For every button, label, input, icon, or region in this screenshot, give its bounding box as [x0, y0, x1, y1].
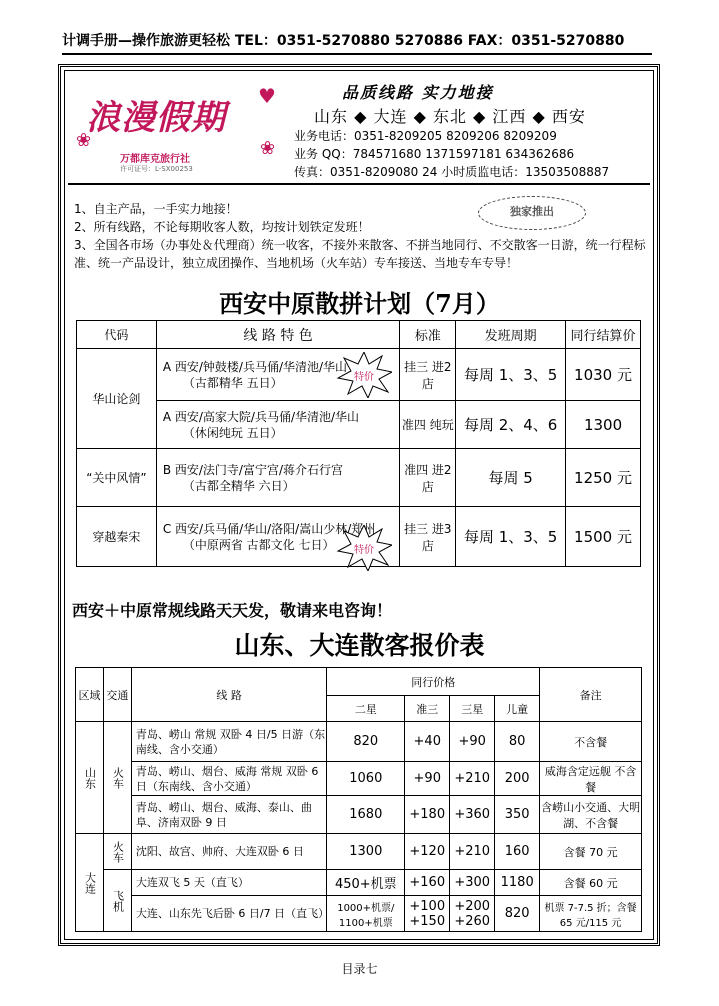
exclusive-badge: 独家推出 — [478, 196, 586, 230]
col-header: 线 路 特 色 — [156, 321, 400, 349]
col-header: 三星 — [450, 696, 495, 722]
region-cell: 山东 — [76, 722, 104, 834]
contact-phone: 业务电话：0351-8209205 8209206 8209209 — [294, 129, 557, 143]
standard: 准四 纯玩 — [400, 401, 456, 449]
table-row: 大连 火车 沈阳、故宫、帅府、大连双卧 6 日 1300 +120 +210 160 含餐 70 元 — [76, 834, 642, 870]
standard: 挂三 进3店 — [400, 507, 456, 567]
page-footer: 目录七 — [341, 962, 378, 976]
table-row: 大连、山东先飞后卧 6 日/7 日（直飞） 1000+机票/ 1100+机票 +100 +150 +200 +260 820 机票 7-7.5 折；含餐 65 元/115 元 — [76, 896, 642, 932]
logo-title: 浪漫假期 — [86, 98, 226, 138]
route-code: 穿越秦宋 — [77, 507, 157, 567]
col-header: 标准 — [400, 321, 456, 349]
col-header: 线 路 — [131, 668, 326, 722]
contact-fax: 传真：0351-8209080 24 小时质监电话：13503508887 — [294, 165, 610, 179]
transport-cell: 火车 — [103, 834, 131, 870]
col-header: 同行结算价 — [566, 321, 641, 349]
regions: 山东 ◆ 大连 ◆ 东北 ◆ 江西 ◆ 西安 — [314, 107, 586, 126]
shandong-title: 山东、大连散客报价表 — [234, 631, 485, 660]
price: 1250 元 — [566, 449, 641, 507]
heart-icon: ♥ — [258, 84, 276, 108]
license-number: 许可证号：L-SX00253 — [120, 165, 193, 173]
col-header: 儿童 — [495, 696, 540, 722]
region-cell: 大连 — [76, 834, 104, 932]
route-cell: A 西安/钟鼓楼/兵马俑/华清池/华山 （古都精华 五日） — [156, 349, 400, 401]
table-row: 山东 火车 青岛、崂山 常规 双卧 4 日/5 日游（东南线、含小交通） 820 +40 +90 80 不含餐 — [76, 722, 642, 762]
col-header: 同行价格 — [327, 668, 540, 696]
xian-title: 西安中原散拼计划（7月） — [219, 289, 500, 318]
bullet-item: 1、自主产品，一手实力地接！ — [74, 202, 238, 216]
standard: 准四 进2店 — [400, 449, 456, 507]
divider — [68, 183, 650, 185]
top-header: 计调手册—操作旅游更轻松 TEL：0351-5270880 5270886 FAX：0351-5270880 — [62, 30, 652, 52]
route-cell: B 西安/法门寺/富宁宫/蒋介石行宫 （古都全精华 六日） — [156, 449, 400, 507]
price: 1030 元 — [566, 349, 641, 401]
table-row: 飞机 大连双飞 5 天（直飞） 450+机票 +160 +300 1180 含餐 60 元 — [76, 870, 642, 896]
table-row: 青岛、崂山、烟台、威海、泰山、曲阜、济南双卧 9 日 1680 +180 +360 350 含崂山小交通、大明湖、不含餐 — [76, 796, 642, 834]
swirl-icon: ❀ — [260, 138, 276, 159]
col-header: 备注 — [540, 668, 642, 722]
route-code: “关中风情” — [77, 449, 157, 507]
period: 每周 1、3、5 — [456, 507, 566, 567]
period: 每周 2、4、6 — [456, 401, 566, 449]
bullet-item: 3、全国各市场（办事处＆代理商）统一收客，不接外来散客、不拼当地同行、不交散客一日游，统一行程标准、统一产品设计，独立成团操作、当地机场（火车站）专车接送、当地专车专导！ — [74, 238, 646, 270]
col-header: 二星 — [327, 696, 405, 722]
col-header: 交通 — [103, 668, 131, 722]
col-header: 准三 — [405, 696, 450, 722]
transport-cell: 飞机 — [103, 870, 131, 932]
contact-qq: 业务 QQ：784571680 1371597181 634362686 — [294, 147, 575, 161]
special-price-badge: 特价 — [336, 525, 392, 571]
slogan: 品质线路 实力地接 — [342, 83, 494, 102]
route-code: 华山论剑 — [77, 349, 157, 449]
price: 1300 — [566, 401, 641, 449]
bullet-item: 2、所有线路，不论每期收客人数，均按计划铁定发班！ — [74, 220, 370, 234]
period: 每周 5 — [456, 449, 566, 507]
col-header: 区域 — [76, 668, 104, 722]
shandong-dalian-table — [75, 667, 642, 932]
period: 每周 1、3、5 — [456, 349, 566, 401]
price: 1500 元 — [566, 507, 641, 567]
notice: 西安＋中原常规线路天天发，敬请来电咨询！ — [72, 601, 393, 620]
company-name: 万都库克旅行社 — [120, 154, 190, 165]
standard: 挂三 进2店 — [400, 349, 456, 401]
transport-cell: 火车 — [103, 722, 131, 834]
col-header: 代码 — [77, 321, 157, 349]
route-cell: A 西安/高家大院/兵马俑/华清池/华山 （休闲纯玩 五日） — [156, 401, 400, 449]
table-row: 青岛、崂山、烟台、威海 常规 双卧 6 日（东南线、含小交通） 1060 +90 +210 200 威海含定远舰 不含餐 — [76, 762, 642, 796]
route-cell: C 西安/兵马俑/华山/洛阳/嵩山少林/郑州 （中原两省 古都文化 七日） — [156, 507, 400, 567]
brand-logo — [72, 78, 282, 182]
table-row — [77, 401, 641, 449]
table-row — [77, 449, 641, 507]
special-price-badge: 特价 — [336, 352, 392, 398]
col-header: 发班周期 — [456, 321, 566, 349]
swirl-icon: ❀ — [76, 130, 92, 151]
